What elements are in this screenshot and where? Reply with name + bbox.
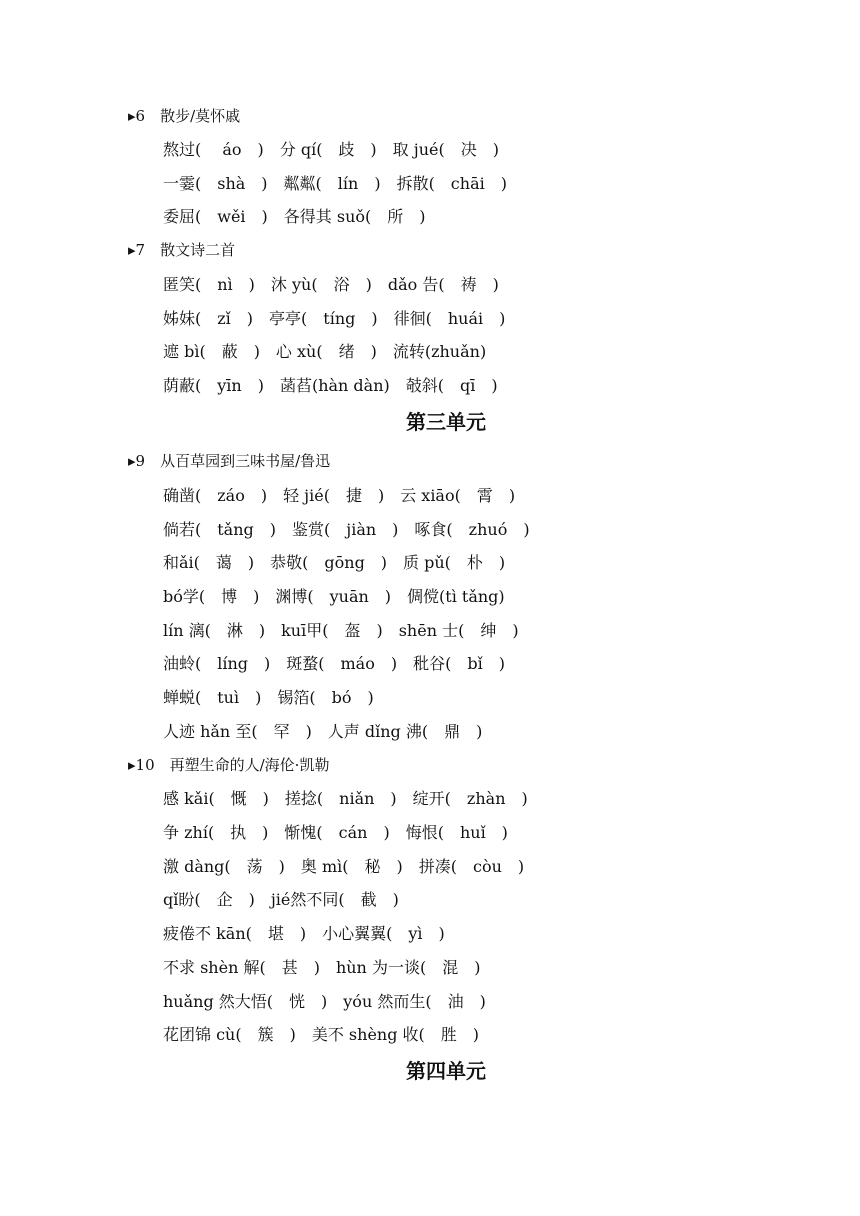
unit-heading: 第四单元 (406, 1059, 486, 1083)
vocab-line: 人迹 hǎn 至( 罕 ) 人声 dǐng 沸( 鼎 ) (163, 722, 483, 741)
vocab-line: 和ǎi( 蔼 ) 恭敬( gōng ) 质 pǔ( 朴 ) (163, 553, 506, 572)
vocab-line: qǐ盼( 企 ) jié然不同( 截 ) (163, 890, 399, 909)
vocab-line: 确凿( záo ) 轻 jié( 捷 ) 云 xiāo( 霄 ) (163, 486, 516, 505)
unit-heading: 第三单元 (406, 410, 486, 434)
vocab-line: 疲倦不 kān( 堪 ) 小心翼翼( yì ) (163, 924, 445, 943)
vocab-line: huǎng 然大悟( 恍 ) yóu 然而生( 油 ) (163, 992, 486, 1011)
vocab-line: 蝉蜕( tuì ) 锡箔( bó ) (163, 688, 374, 707)
vocab-line: bó学( 博 ) 渊博( yuān ) 倜傥(tì tǎng) (163, 587, 505, 606)
vocab-line: 委屈( wěi ) 各得其 suǒ( 所 ) (163, 207, 426, 226)
vocab-line: 荫蔽( yīn ) 菡萏(hàn dàn) 攲斜( qī ) (163, 376, 498, 395)
vocab-line: 熬过( áo ) 分 qí( 歧 ) 取 jué( 决 ) (163, 140, 499, 159)
vocab-line: 不求 shèn 解( 甚 ) hùn 为一谈( 混 ) (163, 958, 481, 977)
lesson-title: ▸10 再塑生命的人/海伦·凯勒 (128, 756, 330, 774)
vocab-line: 油蛉( líng ) 斑蝥( máo ) 秕谷( bǐ ) (163, 654, 505, 673)
vocab-line: 倘若( tǎng ) 鉴赏( jiàn ) 啄食( zhuó ) (163, 520, 530, 539)
vocab-line: 感 kǎi( 慨 ) 搓捻( niǎn ) 绽开( zhàn ) (163, 789, 528, 808)
vocab-line: 激 dàng( 荡 ) 奥 mì( 秘 ) 拼凑( còu ) (163, 857, 525, 876)
vocab-line: 争 zhí( 执 ) 惭愧( cán ) 悔恨( huǐ ) (163, 823, 508, 842)
vocab-line: 花团锦 cù( 簇 ) 美不 shèng 收( 胜 ) (163, 1025, 480, 1044)
vocab-line: 姊妹( zǐ ) 亭亭( tíng ) 徘徊( huái ) (163, 309, 506, 328)
vocab-line: lín 漓( 淋 ) kuī甲( 盔 ) shēn 士( 绅 ) (163, 621, 519, 640)
lesson-title: ▸6 散步/莫怀戚 (128, 107, 241, 125)
vocab-line: 一霎( shà ) 粼粼( lín ) 拆散( chāi ) (163, 174, 507, 193)
vocab-line: 匿笑( nì ) 沐 yù( 浴 ) dǎo 告( 祷 ) (163, 275, 499, 294)
vocab-line: 遮 bì( 蔽 ) 心 xù( 绪 ) 流转(zhuǎn) (163, 342, 487, 361)
lesson-title: ▸9 从百草园到三味书屋/鲁迅 (128, 452, 331, 470)
lesson-title: ▸7 散文诗二首 (128, 241, 236, 259)
